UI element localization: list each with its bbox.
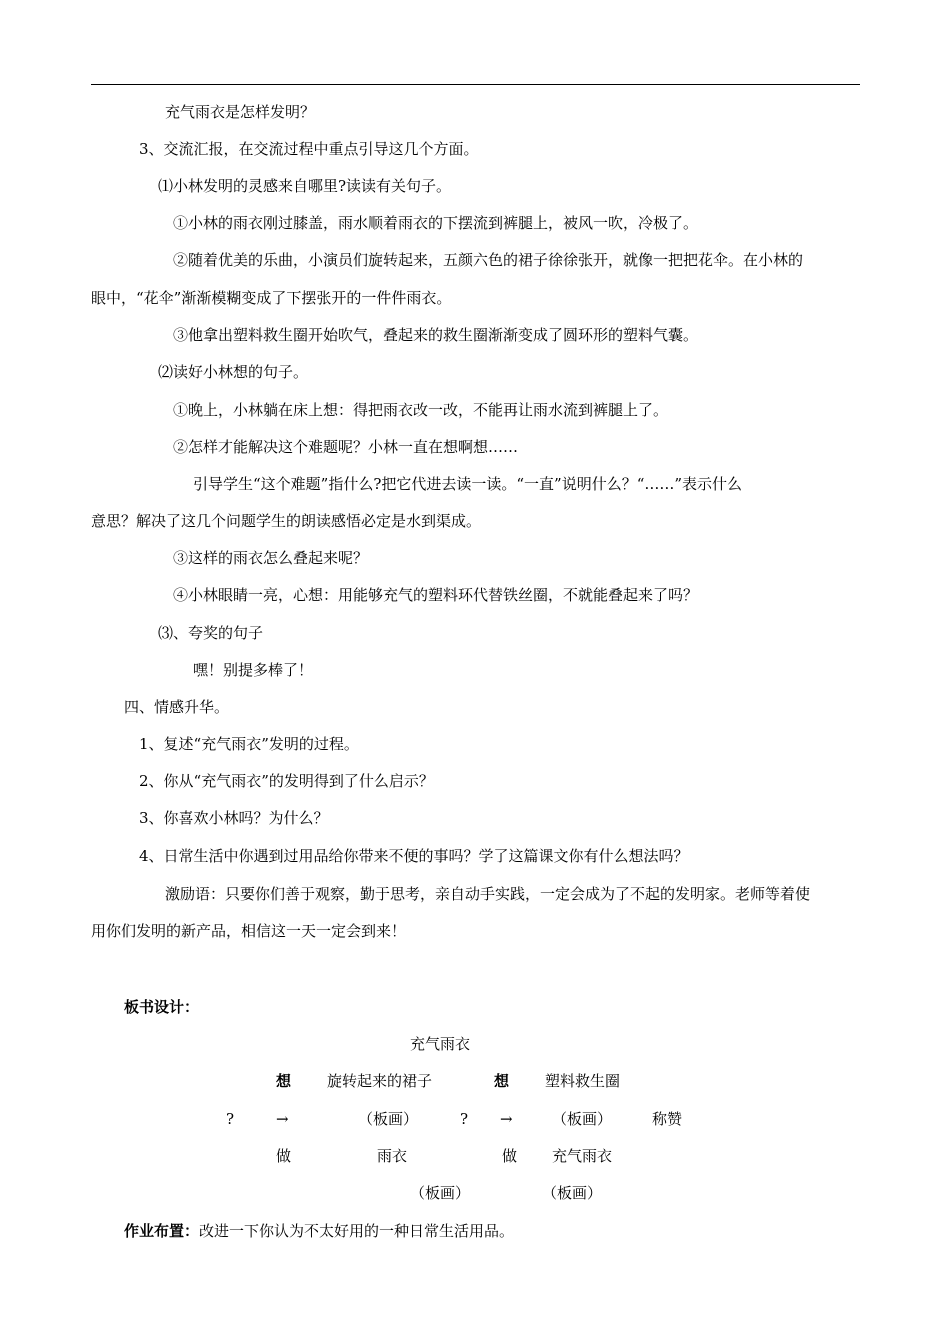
board-drawing-2: （板画） bbox=[552, 1110, 613, 1128]
text-line: ①小林的雨衣刚过膝盖，雨水顺着雨衣的下摆流到裤腿上，被风一吹，冷极了。 bbox=[173, 214, 699, 232]
board-arrow-2: → bbox=[500, 1110, 513, 1128]
text-line: ②随着优美的乐曲，小演员们旋转起来，五颜六色的裙子徐徐张开，就像一把把花伞。在小林的 bbox=[173, 251, 804, 269]
homework-line bbox=[124, 1221, 514, 1241]
text-line: 嘿！别提多棒了！ bbox=[193, 661, 314, 679]
board-think-2: 想 bbox=[494, 1072, 510, 1090]
board-praise: 称赞 bbox=[652, 1110, 683, 1128]
text-line: 引导学生“这个难题”指什么?把它代进去读一读。“一直”说明什么？“……”表示什么 bbox=[193, 475, 743, 493]
board-question-2: ? bbox=[460, 1110, 469, 1128]
text-line: 用你们发明的新产品，相信这一天一定会到来！ bbox=[91, 922, 407, 940]
text-line: 4、日常生活中你遇到过用品给你带来不便的事吗？学了这篇课文你有什么想法吗？ bbox=[139, 847, 689, 865]
text-line: ④小林眼睛一亮，心想：用能够充气的塑料环代替铁丝圈，不就能叠起来了吗？ bbox=[173, 586, 699, 604]
board-question-1: ? bbox=[226, 1110, 235, 1128]
text-line: 2、你从“充气雨衣”的发明得到了什么启示？ bbox=[139, 772, 434, 790]
text-line: ③这样的雨衣怎么叠起来呢？ bbox=[173, 549, 369, 567]
text-line: 充气雨衣是怎样发明？ bbox=[165, 103, 316, 121]
text-line: ⑵读好小林想的句子。 bbox=[158, 363, 309, 381]
text-line: 四、情感升华。 bbox=[124, 698, 230, 716]
board-title: 充气雨衣 bbox=[410, 1035, 471, 1053]
board-think-1: 想 bbox=[276, 1072, 292, 1090]
text-line: 激励语：只要你们善于观察，勤于思考，亲自动手实践，一定会成为了不起的发明家。老师等着使 bbox=[165, 885, 811, 903]
board-heading: 板书设计： bbox=[124, 998, 200, 1016]
text-line: ②怎样才能解决这个难题呢？小林一直在想啊想…… bbox=[173, 438, 519, 456]
board-result-1: 雨衣 bbox=[377, 1147, 408, 1165]
text-line: ⑴小林发明的灵感来自哪里?读读有关句子。 bbox=[158, 177, 452, 195]
board-do-2: 做 bbox=[502, 1147, 518, 1165]
text-line: ⑶、夸奖的句子 bbox=[158, 624, 264, 642]
homework-text: 改进一下你认为不太好用的一种日常生活用品。 bbox=[199, 1222, 515, 1240]
homework-label: 作业布置： bbox=[124, 1222, 200, 1240]
board-arrow-1: → bbox=[276, 1110, 289, 1128]
board-do-1: 做 bbox=[276, 1147, 292, 1165]
board-item-2: 塑料救生圈 bbox=[545, 1072, 621, 1090]
board-drawing-1: （板画） bbox=[358, 1110, 419, 1128]
text-line: 1、复述“充气雨衣”发明的过程。 bbox=[139, 735, 359, 753]
text-line: 3、你喜欢小林吗？为什么？ bbox=[139, 809, 329, 827]
board-result-2: 充气雨衣 bbox=[552, 1147, 613, 1165]
board-drawing-3: （板画） bbox=[410, 1184, 471, 1202]
text-line: 3、交流汇报，在交流过程中重点引导这几个方面。 bbox=[139, 140, 479, 158]
text-line: ③他拿出塑料救生圈开始吹气，叠起来的救生圈渐渐变成了圆环形的塑料气囊。 bbox=[173, 326, 699, 344]
board-item-1: 旋转起来的裙子 bbox=[327, 1072, 433, 1090]
board-drawing-4: （板画） bbox=[542, 1184, 603, 1202]
text-line: 意思？解决了这几个问题学生的朗读感悟必定是水到渠成。 bbox=[91, 512, 482, 530]
header-rule bbox=[91, 84, 860, 85]
text-line: 眼中，“花伞”渐渐模糊变成了下摆张开的一件件雨衣。 bbox=[91, 289, 452, 307]
text-line: ①晚上，小林躺在床上想：得把雨衣改一改，不能再让雨水流到裤腿上了。 bbox=[173, 401, 669, 419]
